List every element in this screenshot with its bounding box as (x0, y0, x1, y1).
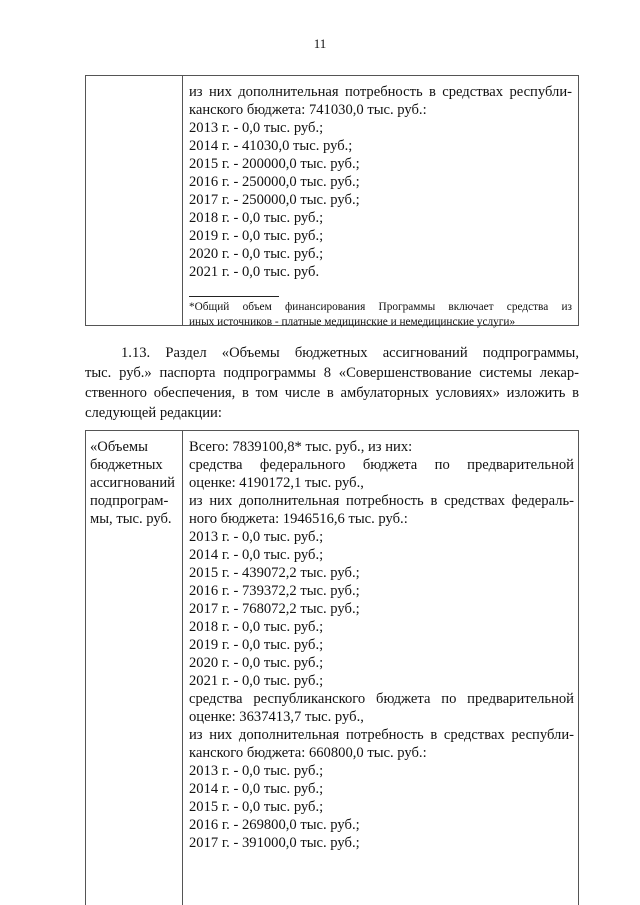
table-line: 2015 г. - 0,0 тыс. руб.; (189, 799, 324, 815)
table-line: 2014 г. - 41030,0 тыс. руб.; (189, 138, 353, 154)
table-line: 2017 г. - 768072,2 тыс. руб.; (189, 601, 360, 617)
paragraph-line: ственного обеспечения, в том числе в амбулаторных условиях» изложить в (85, 385, 579, 401)
table-line: 2015 г. - 439072,2 тыс. руб.; (189, 565, 360, 581)
table-line: 2016 г. - 250000,0 тыс. руб.; (189, 174, 360, 190)
table-line: 2020 г. - 0,0 тыс. руб.; (189, 655, 324, 671)
table-left-line: мы, тыс. руб. (90, 511, 172, 527)
table-right-cell (189, 76, 572, 330)
table-right-cell (189, 431, 574, 852)
table-line: 2013 г. - 0,0 тыс. руб.; (189, 529, 324, 545)
page-number: 11 (313, 36, 327, 51)
table-line: 2021 г. - 0,0 тыс. руб. (189, 264, 320, 280)
footnote-text: иных источников - платные медицинские и немедицинские услуги» (189, 316, 516, 328)
table-line: из них дополнительная потребность в средствах республи- (189, 84, 572, 100)
table-line: средства республиканского бюджета по предварительной (189, 691, 574, 707)
table-left-cell (86, 431, 183, 905)
footnote-text: *Общий объем финансирования Программы включает средства из (189, 301, 572, 313)
table-line: 2017 г. - 250000,0 тыс. руб.; (189, 192, 360, 208)
table-line: канского бюджета: 741030,0 тыс. руб.: (189, 102, 427, 118)
table-line: 2019 г. - 0,0 тыс. руб.; (189, 637, 324, 653)
table-left-line: подпрограм- (90, 493, 169, 509)
table-left-line: ассигнований (90, 475, 175, 491)
table-line: канского бюджета: 660800,0 тыс. руб.: (189, 745, 427, 761)
footnote-divider (189, 296, 279, 297)
table-line: оценке: 3637413,7 тыс. руб., (189, 709, 364, 725)
table-line: 2019 г. - 0,0 тыс. руб.; (189, 228, 324, 244)
amendment-paragraph (85, 343, 579, 423)
table-line: средства федерального бюджета по предварительной (189, 457, 574, 473)
table-line: 2021 г. - 0,0 тыс. руб.; (189, 673, 324, 689)
table-line: 2013 г. - 0,0 тыс. руб.; (189, 120, 324, 136)
table-left-cell-empty (86, 76, 183, 325)
table-left-line: «Объемы (90, 439, 148, 455)
budget-allocations-table (85, 430, 579, 905)
financing-table-continued (85, 75, 579, 326)
table-left-line: бюджетных (90, 457, 163, 473)
table-line: 2014 г. - 0,0 тыс. руб.; (189, 547, 324, 563)
table-line: 2020 г. - 0,0 тыс. руб.; (189, 246, 324, 262)
table-line: ного бюджета: 1946516,6 тыс. руб.: (189, 511, 408, 527)
paragraph-line: тыс. руб.» паспорта подпрограммы 8 «Совершенствование системы лекар- (85, 365, 579, 381)
table-line: 2014 г. - 0,0 тыс. руб.; (189, 781, 324, 797)
table-line: 2013 г. - 0,0 тыс. руб.; (189, 763, 324, 779)
table-line: 2016 г. - 269800,0 тыс. руб.; (189, 817, 360, 833)
paragraph-line: следующей редакции: (85, 405, 222, 421)
table-line: 2018 г. - 0,0 тыс. руб.; (189, 619, 324, 635)
table-line: 2017 г. - 391000,0 тыс. руб.; (189, 835, 360, 851)
table-line: 2015 г. - 200000,0 тыс. руб.; (189, 156, 360, 172)
table-line: из них дополнительная потребность в средствах республи- (189, 727, 574, 743)
paragraph-line: 1.13. Раздел «Объемы бюджетных ассигнований подпрограммы, (121, 345, 579, 361)
table-line: 2016 г. - 739372,2 тыс. руб.; (189, 583, 360, 599)
table-line: 2018 г. - 0,0 тыс. руб.; (189, 210, 324, 226)
table-line: Всего: 7839100,8* тыс. руб., из них: (189, 439, 413, 455)
table-line: из них дополнительная потребность в средствах федераль- (189, 493, 574, 509)
table-line: оценке: 4190172,1 тыс. руб., (189, 475, 364, 491)
